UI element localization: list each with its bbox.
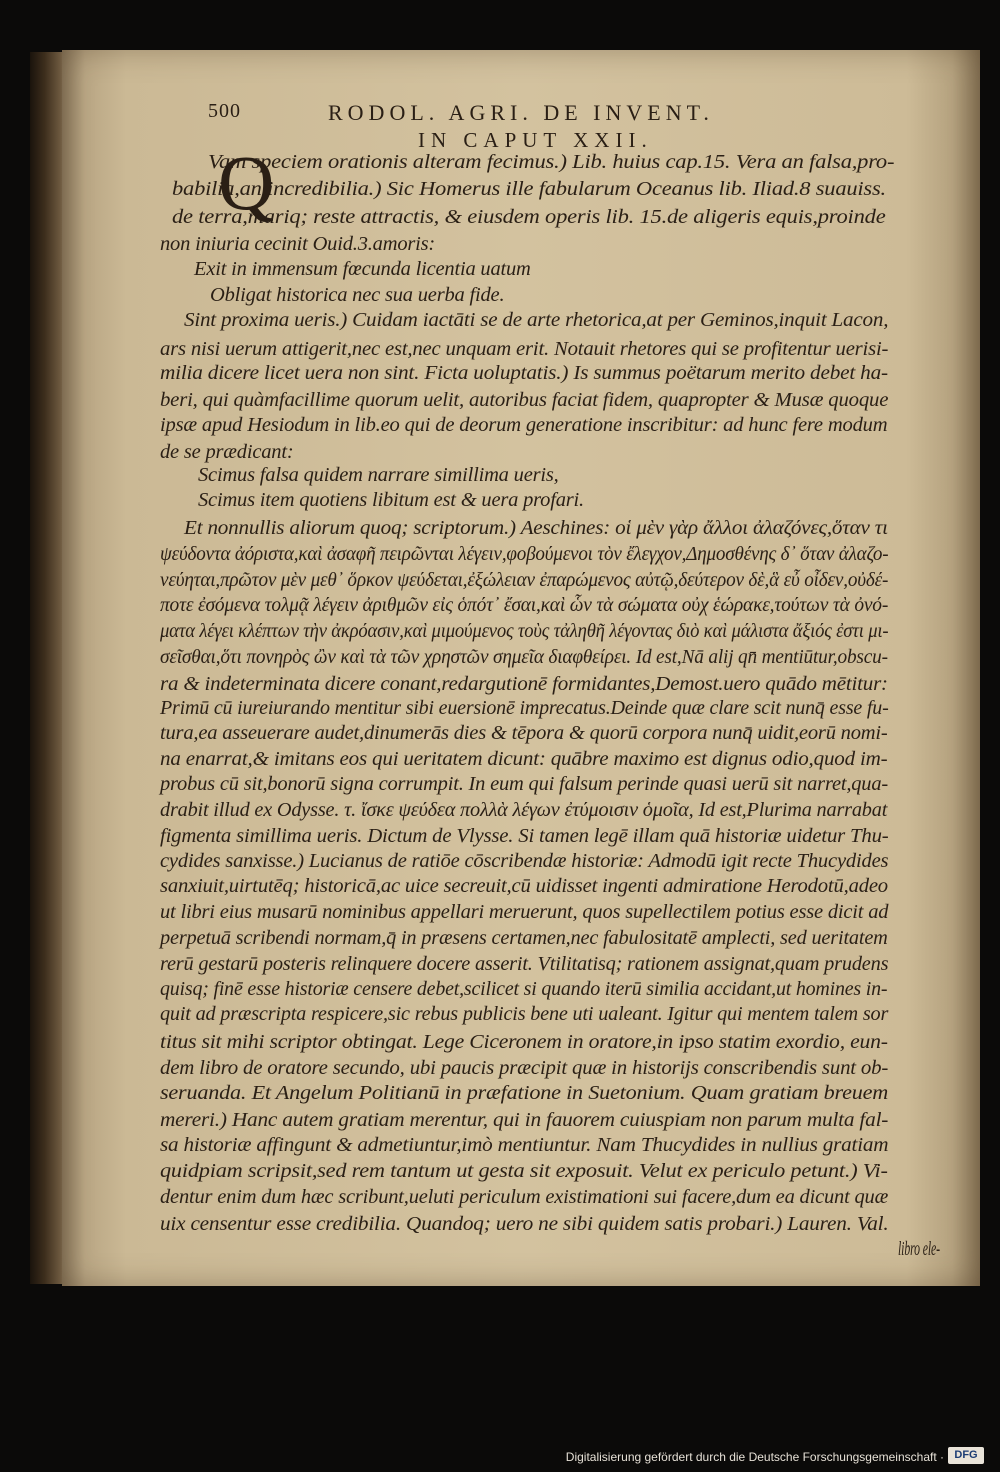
text-line: Obligat historica nec sua uerba fide.: [210, 284, 505, 306]
chapter-heading: IN CAPUT XXII.: [418, 128, 653, 152]
text-line: de se prædicant:: [160, 441, 294, 463]
text-line: probus cū sit,bonorū signa corrumpit. In eum qui falsum perinde quasi uerū sit narret,qua-: [160, 773, 888, 795]
text-line: dem libro de oratore secundo, ubi paucis præcipit quæ in historijs conscribendis sunt ob-: [160, 1057, 889, 1079]
text-line: milia dicere licet uera non sint. Ficta uoluptatis.) Is summus poëtarum merito debet ha-: [160, 362, 888, 384]
text-line: quit ad præscripta respicere,sic rebus publicis bene uti ualeant. Igitur qui mentem talem sor: [160, 1003, 889, 1025]
text-line: quidpiam scripsit,sed rem tantum ut gesta sit exposuit. Velut ex periculo petunt.) Vi-: [160, 1160, 888, 1182]
text-line: non iniuria cecinit Ouid.3.amoris:: [160, 233, 436, 255]
text-line: ut libri eius musarū nominibus appellari meruerunt, quos supellectilem potius esse dicit ad: [160, 901, 889, 923]
text-line: νεύηται,πρῶτον μὲν μεθ᾽ ὅρκον ψεύδεται,ἐξώλειαν ἐπαρώμενος αὐτῷ,δεύτερον δὲ,ἃ εὖ οἶδεν,οὐδέ-: [160, 569, 889, 591]
text-line: σεῖσθαι,ὅτι πονηρὸς ὢν καὶ τὰ τῶν χρηστῶν σημεῖα διαφθείρει. Id est,Nā alij qn̄ mentiūtur,obscu-: [160, 646, 888, 668]
dfg-logo: DFG: [948, 1447, 984, 1464]
text-line: sa historiæ affingunt & admetiuntur,imò mentiuntur. Nam Thucydides in nullius gratiam: [160, 1134, 889, 1156]
text-line: ματα λέγει κλέπτων τὴν ἀκρόασιν,καὶ μιμούμενος τοὺς τἀληθῆ λέγοντας διὸ καὶ μάλιστα ἄξιός ἐστι μι-: [160, 620, 889, 642]
text-line: mereri.) Hanc autem gratiam merentur, qui in fauorem cuiuspiam non parum multa fal-: [160, 1109, 889, 1131]
text-line: Scimus item quotiens libitum est & uera profari.: [198, 489, 584, 511]
text-line: tura,ea asseuerare audet,dinumerās dies & tēpora & quorū corpora nunq̄ uidit,eorū nomi-: [160, 722, 888, 744]
drop-initial: Q: [218, 139, 275, 226]
text-line: seruanda. Et Angelum Politianū in præfatione in Suetonium. Quam gratiam breuem: [160, 1082, 889, 1104]
running-head: [208, 100, 968, 130]
book-spine-edge: [30, 52, 66, 1284]
text-line: sanxiuit,uirtutēq; historicā,ac uice secreuit,cū uidisset ingenti admiratione Herodotū,adeo: [160, 875, 888, 897]
text-line: rerū gestarū posteris relinquere docere asserit. Vtilitatisq; rationem assignat,quam prudens: [160, 953, 889, 975]
text-line: ra & indeterminata dicere conant,redargutionē formidantes,Demost.uero quādo mētitur:: [160, 673, 888, 695]
text-line: de terra,mariq; reste attractis, & eiusdem operis lib. 15.de aligeris equis,proinde: [172, 206, 886, 228]
text-line: ψεύδοντα ἀόριστα,καὶ ἀσαφῆ πειρῶνται λέγειν,φοβούμενοι τὸν ἔλεγχον,Δημοσθένης δ᾽ ὅταν ἀλαζο-: [160, 543, 889, 565]
text-line: Sint proxima ueris.) Cuidam iactāti se de arte rhetorica,at per Geminos,inquit Lacon,: [184, 309, 889, 331]
text-line: babilia,an incredibilia.) Sic Homerus ille fabularum Oceanus lib. Iliad.8 suauiss.: [172, 178, 886, 200]
text-line: ποτε ἐσόμενα τολμᾷ λέγειν ἀριθμῶν εἰς ὁπότ᾽ ἔσαι,καὶ ὧν τὰ σώματα οὐχ ἑώρακε,τούτων τὰ ὀνό-: [160, 594, 889, 616]
text-line: Vam speciem orationis alteram fecimus.) Lib. huius cap.15. Vera an falsa,pro-: [208, 151, 895, 173]
text-line: Primū cū iureiurando mentitur sibi euersionē imprecatus.Deinde quæ clare scit nunq̄ esse fu-: [160, 697, 889, 719]
text-line: ipsæ apud Hesiodum in lib.eo qui de deorum generatione inscribitur: ad hunc fere modum: [160, 414, 888, 436]
text-line: dentur enim dum hæc scribunt,ueluti periculum existimationi sui facere,dum ea dicunt quæ: [160, 1186, 889, 1208]
text-line: Scimus falsa quidem narrare simillima ueris,: [198, 464, 559, 486]
text-line: na enarrat,& imitans eos qui ueritatem dicunt: quābre maximo est dignus odio,quod im-: [160, 748, 888, 770]
text-line: perpetuā scribendi normam,q̄ in præsens certamen,nec fabulositatē amplecti, sed ueritatem: [160, 927, 888, 949]
text-line: cydides sanxisse.) Lucianus de ratiōe cōscribendæ historiæ: Admodū igit recte Thucydides: [160, 850, 889, 872]
text-line: quisq; finē esse historiæ censere debet,scilicet si quando iterū similia accidant,ut homines in-: [160, 978, 888, 1000]
text-line: figmenta simillima ueris. Dictum de Vlysse. Si tamen legē illam quā historiæ uidetur Thu-: [160, 825, 889, 847]
text-line: titus sit mihi scriptor obtingat. Lege Ciceronem in oratore,in ipso statim exordio, eun-: [160, 1031, 888, 1053]
text-line: Exit in immensum fœcunda licentia uatum: [194, 258, 531, 280]
text-line: beri, qui quàmfacillime quorum uelit, autoribus faciat fidem, quapropter & Musæ quoque: [160, 389, 889, 411]
page-number: 500: [208, 100, 241, 122]
text-line: ars nisi uerum attigerit,nec est,nec unquam erit. Notauit rhetores qui se profitentur uerisi-: [160, 338, 889, 360]
text-line: libro ele-: [898, 1238, 940, 1260]
running-title: RODOL. AGRI. DE INVENT.: [328, 100, 714, 125]
text-line: uix censentur esse credibilia. Quandoq; uero ne sibi quidem satis probari.) Lauren. Val.: [160, 1213, 889, 1235]
funding-credit: Digitalisierung gefördert durch die Deutsche Forschungsgemeinschaft ·: [565, 1450, 944, 1464]
text-line: Et nonnullis aliorum quoq; scriptorum.) Aeschines: οἱ μὲν γὰρ ἄλλοι ἀλαζόνες,ὅταν τι: [184, 517, 888, 539]
text-line: drabit illud ex Odysse. τ. ἴσκε ψεύδεα πολλὰ λέγων ἐτύμοισιν ὁμοῖα, Id est,Plurima narrabat: [160, 799, 888, 821]
